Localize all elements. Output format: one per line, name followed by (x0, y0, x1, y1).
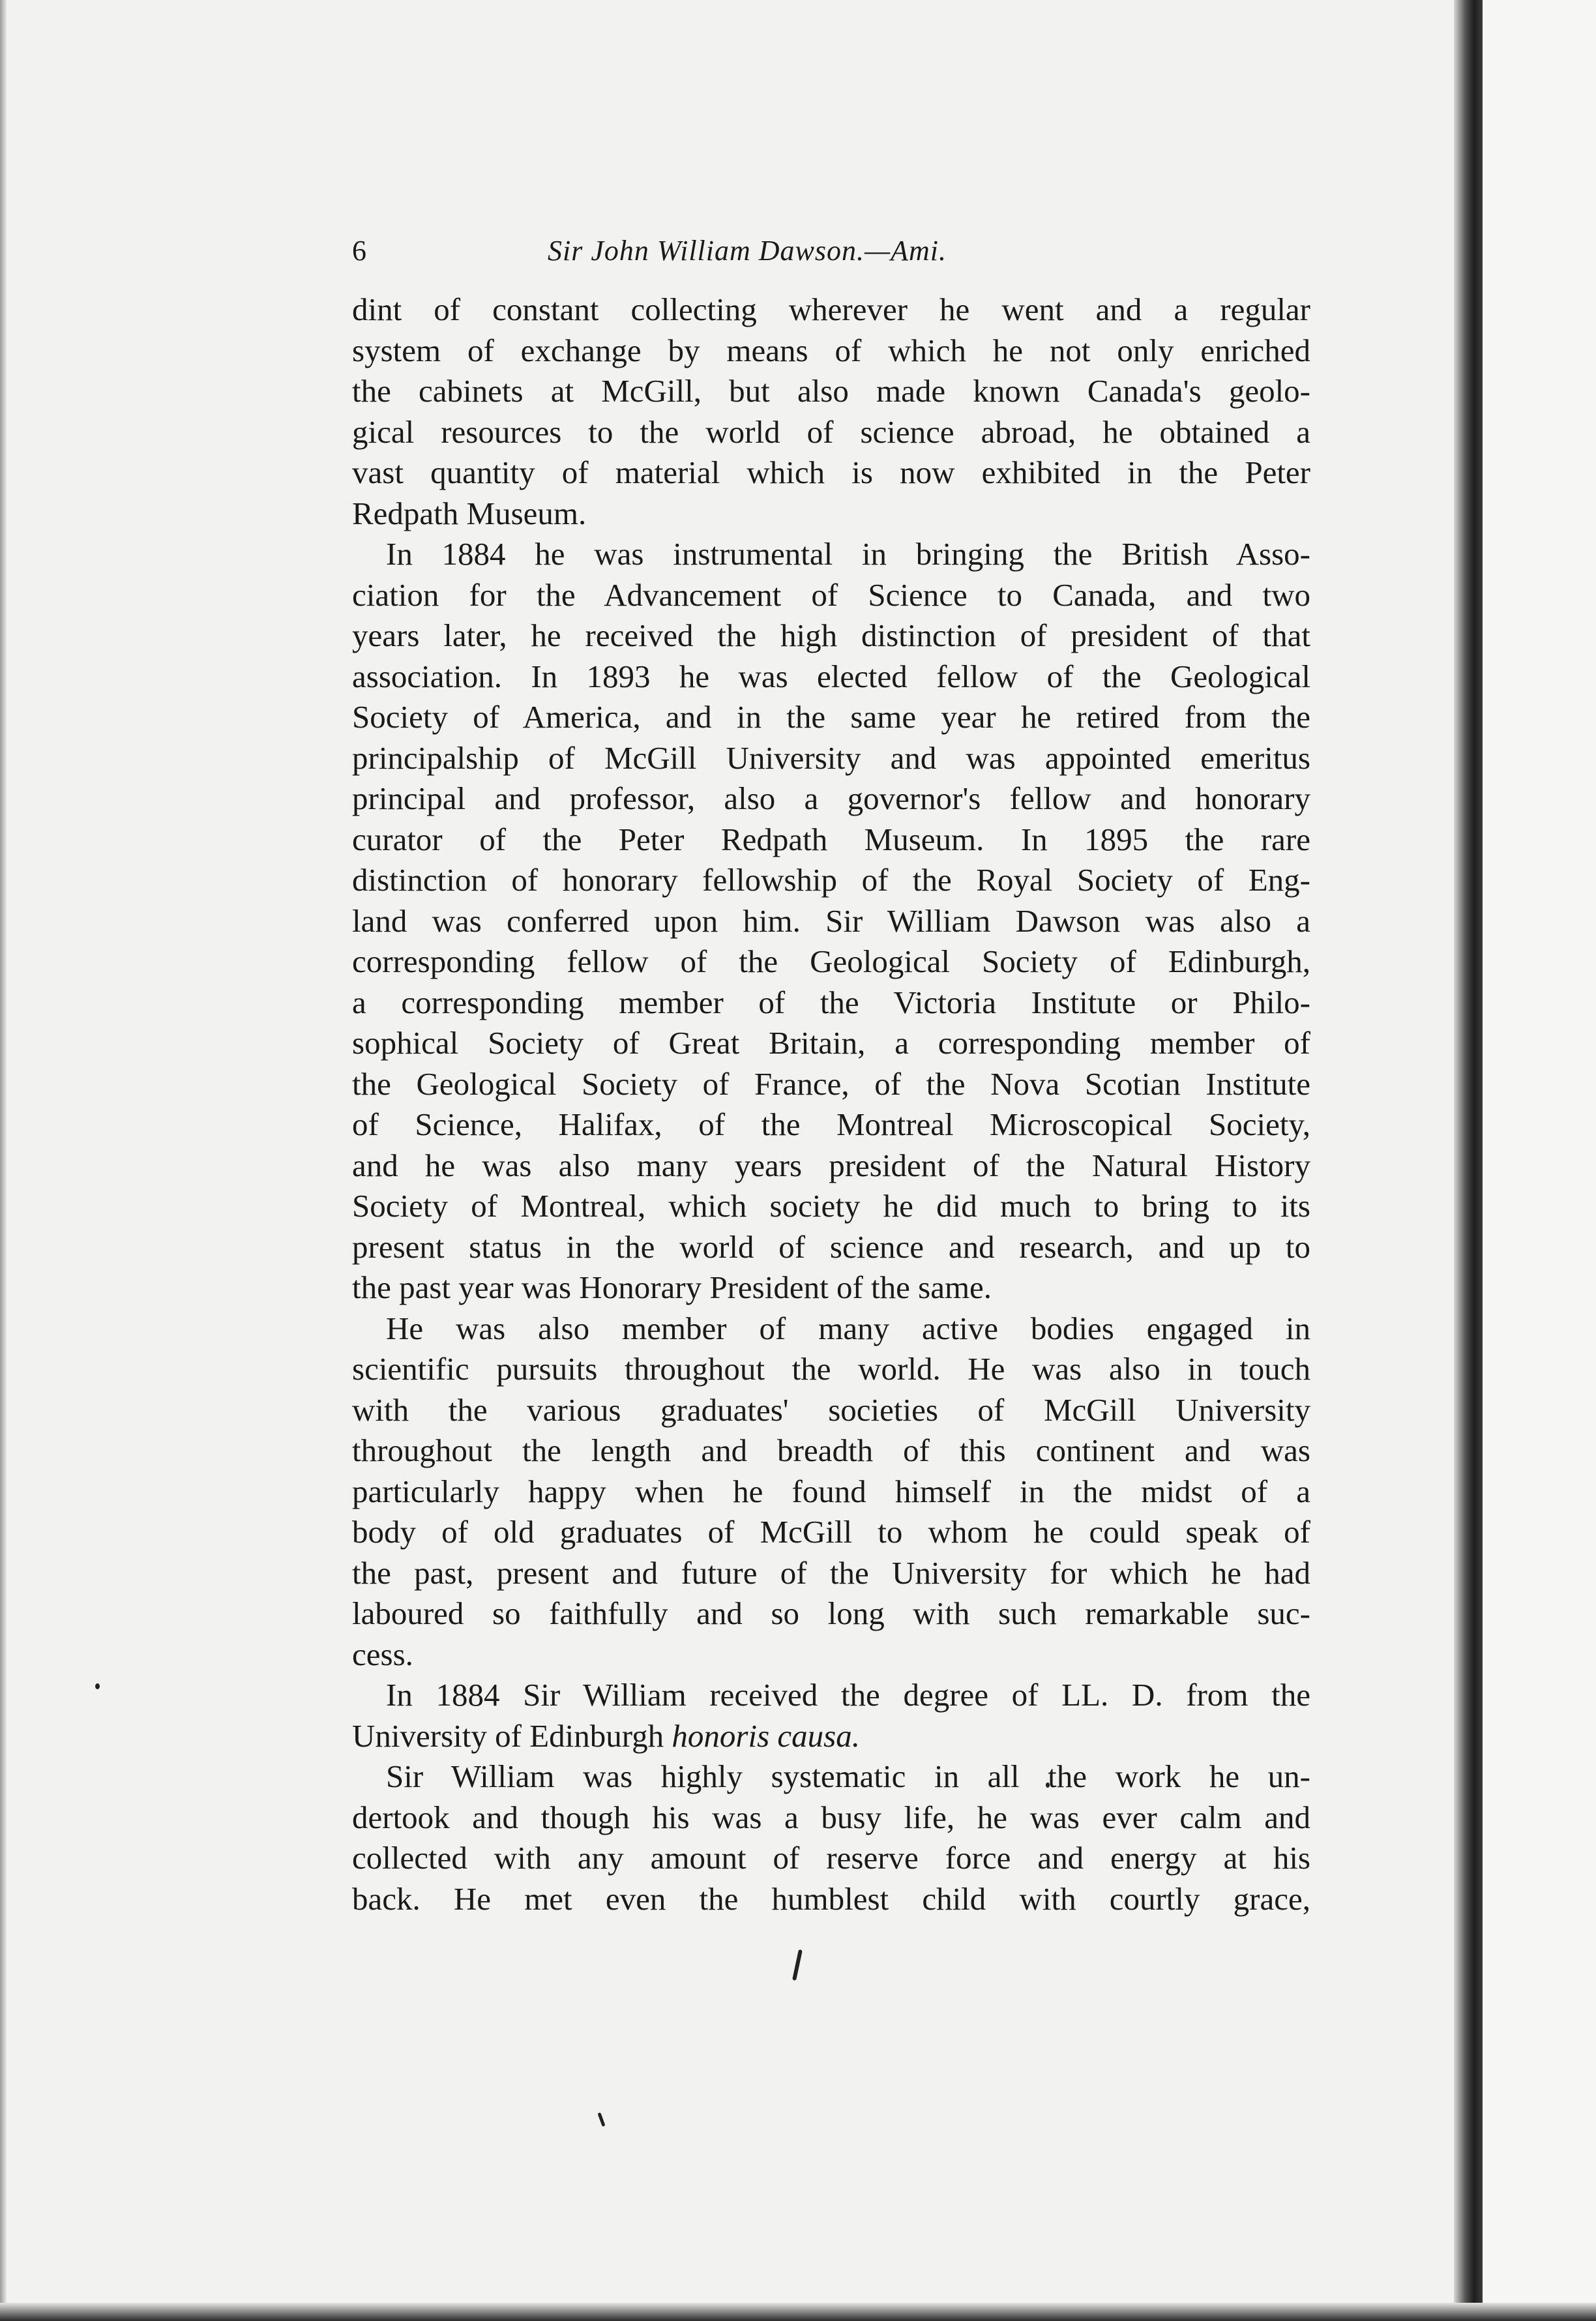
text-line: the past, present and future of the University for which he had (352, 1554, 1310, 1591)
page-edge-shadow (1454, 0, 1483, 2321)
text-line: Society of Montreal, which society he did much to bring to its (352, 1188, 1310, 1224)
text-line: In 1884 he was instrumental in bringing the British Asso- (386, 536, 1310, 572)
text-line: principal and professor, also a governor's fellow and honorary (352, 780, 1310, 816)
text-line: a corresponding member of the Victoria Institute or Philo- (352, 984, 1310, 1020)
text-line: of Science, Halifax, of the Montreal Microscopical Society, (352, 1106, 1310, 1142)
text-line-prefix: University of Edinburgh (352, 1717, 672, 1754)
text-line: principalship of McGill University and was appointed emeritus (352, 739, 1310, 776)
text-line: laboured so faithfully and so long with such remarkable suc- (352, 1595, 1310, 1631)
text-line: dertook and though his was a busy life, he was ever calm and (352, 1799, 1310, 1835)
scan-bottom-edge (0, 2303, 1596, 2321)
text-line: corresponding fellow of the Geological Society of Edinburgh, (352, 943, 1310, 979)
text-line: vast quantity of material which is now exhibited in the Peter (352, 454, 1310, 490)
text-line: back. He met even the humblest child with courtly grace, (352, 1880, 1310, 1917)
paragraph-2 (352, 534, 1310, 1308)
text-line: land was conferred upon him. Sir William Dawson was also a (352, 902, 1310, 939)
paragraph-4 (352, 1675, 1310, 1756)
text-line: the cabinets at McGill, but also made known Canada's geolo- (352, 373, 1310, 409)
text-line: He was also member of many active bodies engaged in (386, 1310, 1310, 1346)
scan-speck (792, 1949, 803, 1981)
text-line: cess. (352, 1636, 413, 1672)
text-line: gical resources to the world of science abroad, he obtained a (352, 413, 1310, 450)
page-right-margin (1483, 0, 1596, 2321)
running-title: Sir John William Dawson.—Ami. (548, 235, 947, 267)
text-line: Sir William was highly systematic in all the work he un- (386, 1758, 1310, 1794)
text-line: with the various graduates' societies of McGill University (352, 1391, 1310, 1428)
scan-speck (597, 2112, 605, 2127)
text-line: body of old graduates of McGill to whom he could speak of (352, 1514, 1310, 1550)
text-line: system of exchange by means of which he not only enriched (352, 332, 1310, 368)
text-line: In 1884 Sir William received the degree of LL. D. from the (386, 1677, 1310, 1713)
text-line (352, 1716, 1310, 1757)
text-line: distinction of honorary fellowship of the Royal Society of Eng- (352, 862, 1310, 898)
running-head (352, 222, 1310, 280)
text-line: Society of America, and in the same year he retired from the (352, 699, 1310, 735)
text-line: the past year was Honorary President of the same. (352, 1269, 992, 1305)
text-line: the Geological Society of France, of the Nova Scotian Institute (352, 1065, 1310, 1102)
text-line: present status in the world of science and research, and up to (352, 1228, 1310, 1265)
text-line: association. In 1893 he was elected fellow of the Geological (352, 658, 1310, 694)
text-line: and he was also many years president of the Natural History (352, 1147, 1310, 1183)
scan-left-edge (0, 0, 7, 2321)
text-line: collected with any amount of reserve force and energy at his (352, 1840, 1310, 1876)
text-line: years later, he received the high distinction of president of that (352, 617, 1310, 653)
paragraph-5 (352, 1756, 1310, 1919)
text-line: curator of the Peter Redpath Museum. In 1895 the rare (352, 821, 1310, 857)
scan-speck (95, 1683, 100, 1689)
text-line: ciation for the Advancement of Science to Canada, and two (352, 576, 1310, 613)
page-number: 6 (352, 235, 366, 267)
book-page (352, 222, 1310, 1919)
text-line: scientific pursuits throughout the world. He was also in touch (352, 1351, 1310, 1387)
text-line: sophical Society of Great Britain, a corresponding member of (352, 1025, 1310, 1061)
text-line: throughout the length and breadth of this continent and was (352, 1432, 1310, 1468)
latin-phrase: honoris causa. (672, 1717, 860, 1754)
body-text (352, 289, 1310, 1919)
paragraph-3 (352, 1308, 1310, 1676)
paragraph-1 (352, 289, 1310, 534)
text-line: particularly happy when he found himself in the midst of a (352, 1473, 1310, 1509)
text-line: dint of constant collecting wherever he went and a regular (352, 291, 1310, 327)
text-line: Redpath Museum. (352, 495, 587, 531)
